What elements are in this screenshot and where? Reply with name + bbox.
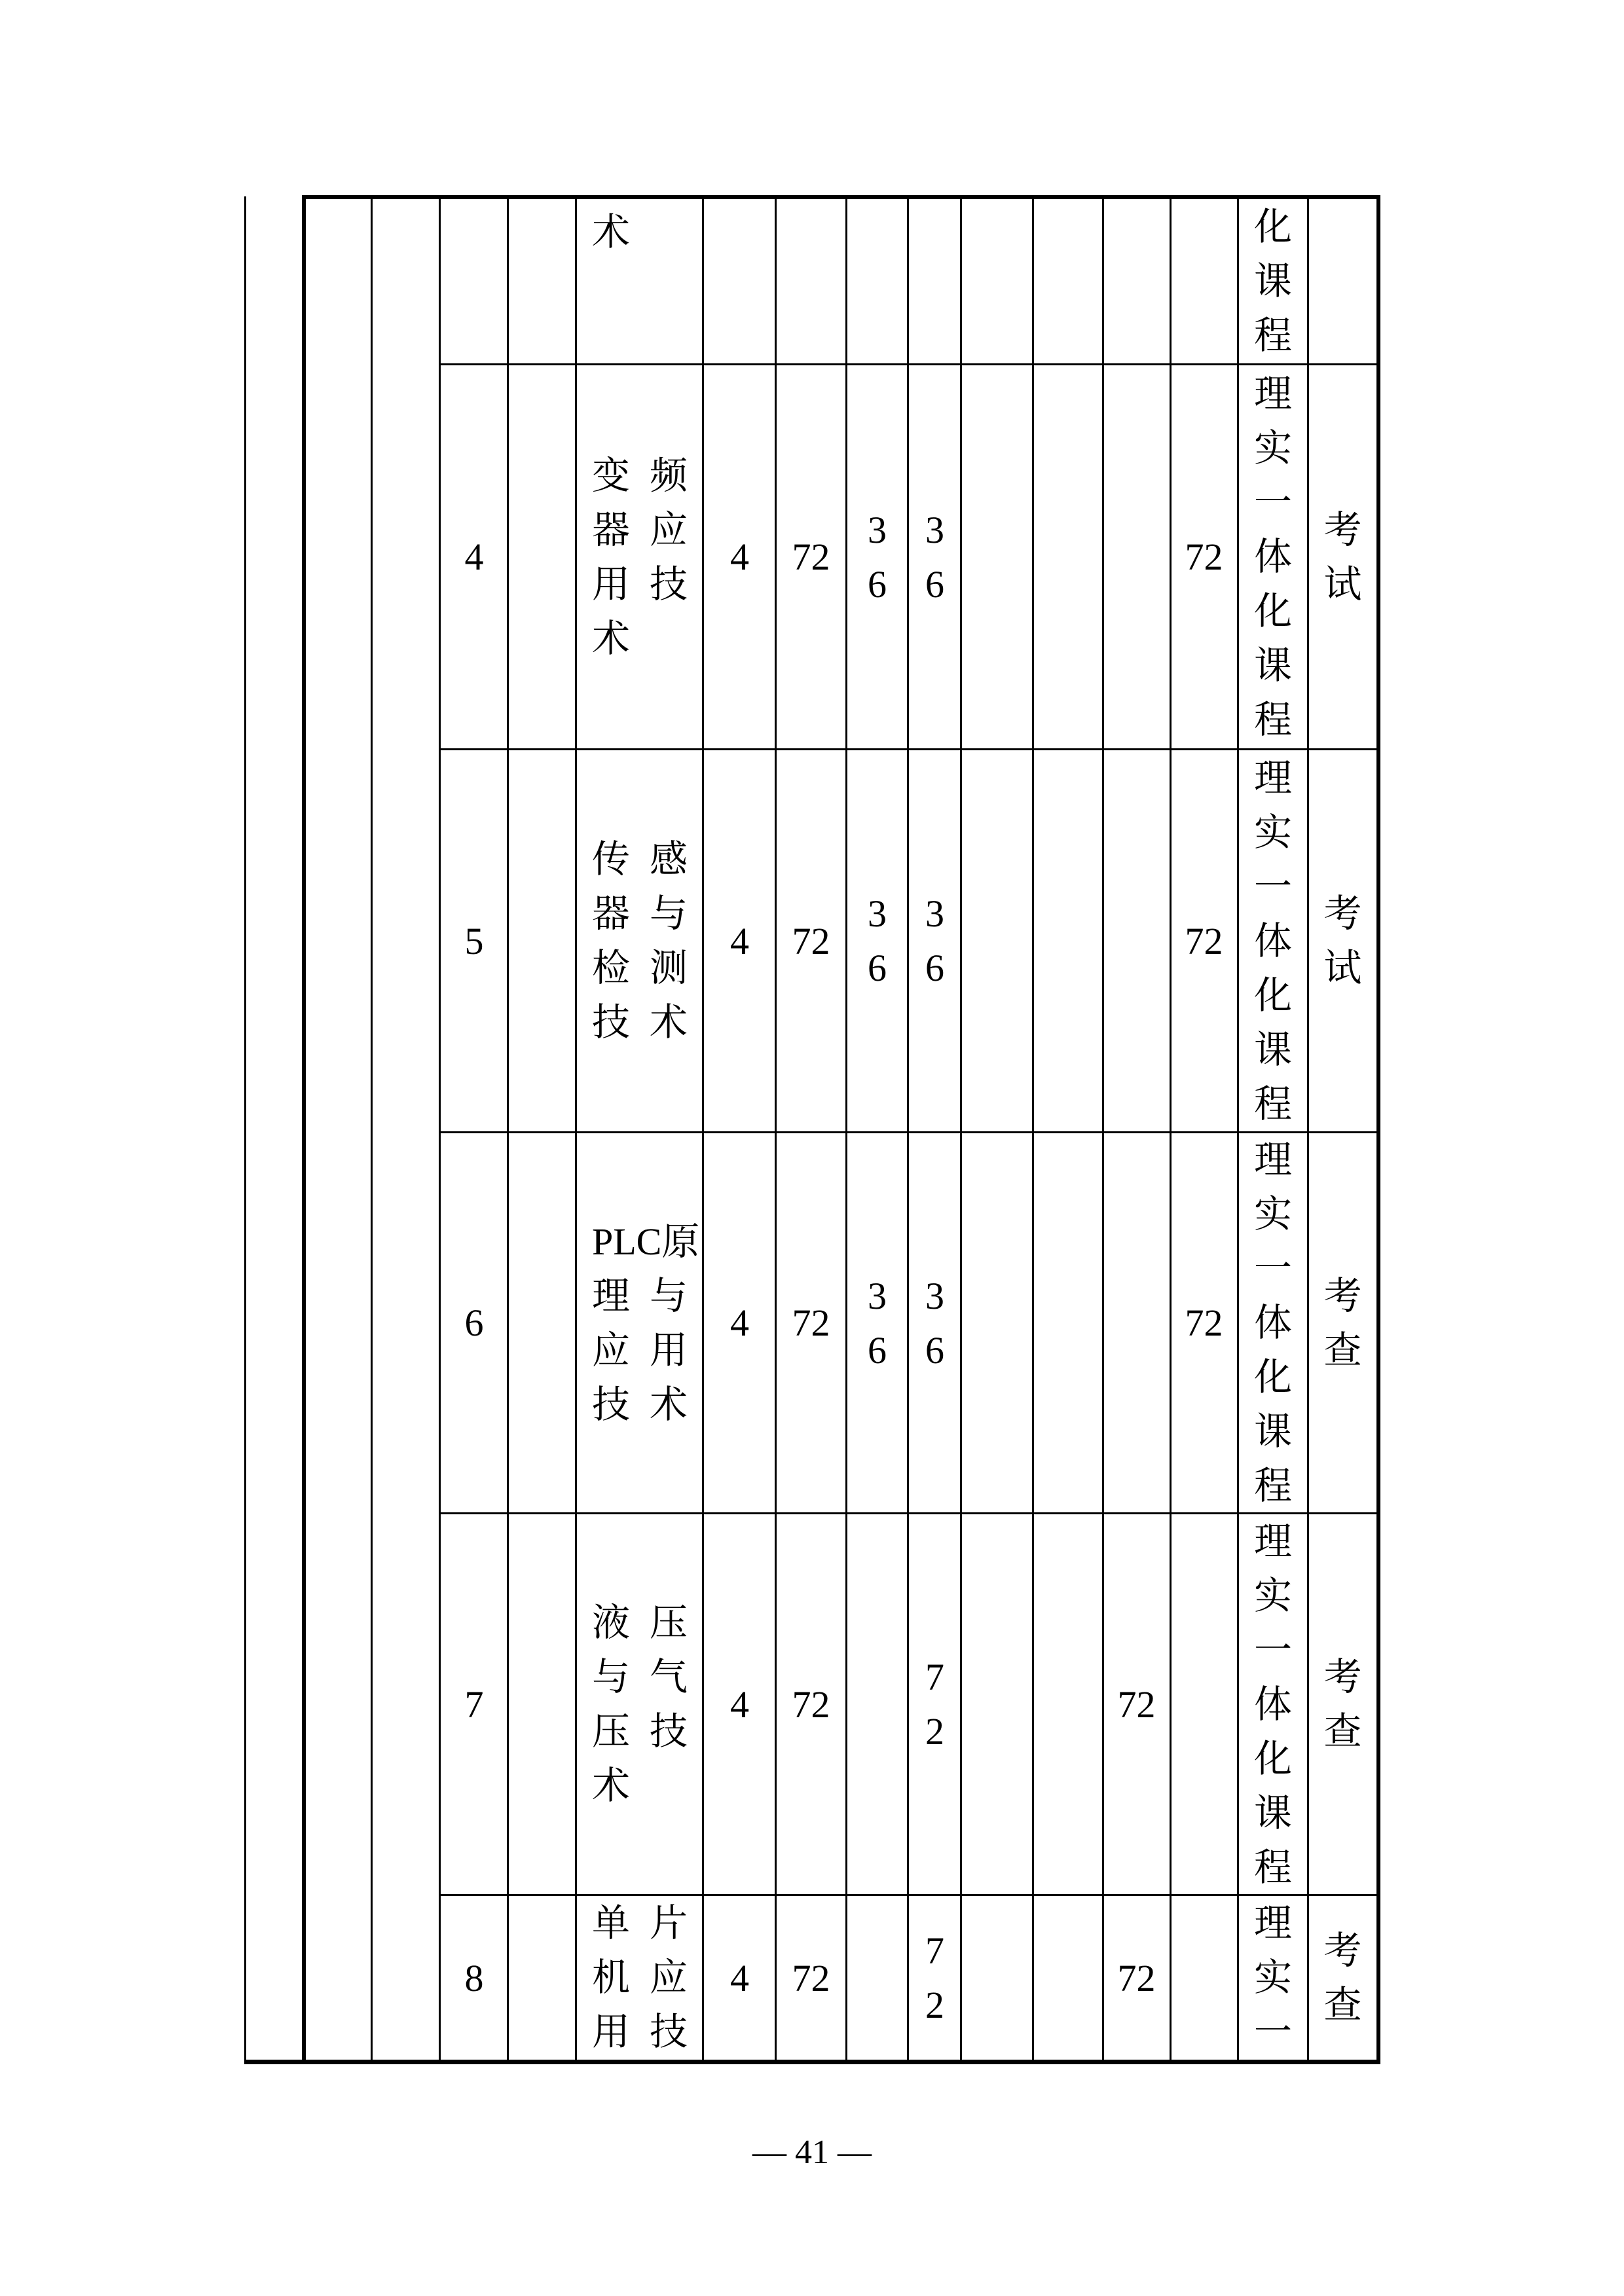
- assessment-char: 试: [1323, 562, 1362, 606]
- course-type-cell: [1239, 1514, 1307, 1894]
- course-name-line: [592, 611, 688, 666]
- hours-col10-cell: [909, 1133, 961, 1512]
- credits-cell: [705, 1133, 775, 1512]
- course-name-cell-continued: [577, 198, 703, 363]
- table-border-bottom: [244, 2060, 1380, 2064]
- hours-wrapped: [925, 1650, 944, 1758]
- course-type-cell: [1239, 750, 1307, 1131]
- hours-digit: 3: [868, 508, 887, 551]
- assessment-char: 考: [1323, 892, 1362, 935]
- course-name-cell: [577, 750, 703, 1131]
- seq-cell: [441, 1896, 507, 2060]
- hours-wrapped: [868, 503, 887, 611]
- assessment-cell: [1309, 1133, 1376, 1512]
- hours-wrapped: [868, 886, 887, 995]
- hours-digit: 6: [868, 947, 887, 989]
- table-border-vertical: [371, 196, 373, 2064]
- course-name-seg: 与: [649, 1274, 688, 1317]
- course-type-char: 程: [1253, 314, 1292, 357]
- assessment-char: 考: [1323, 1274, 1362, 1317]
- credits-cell: [705, 365, 775, 748]
- course-name-seg: 机: [592, 1956, 631, 1999]
- course-type-char: 体: [1253, 1302, 1292, 1344]
- course-name-seg: 变: [592, 454, 631, 497]
- assessment-char: 考: [1323, 1656, 1362, 1698]
- course-name-line: [592, 1704, 688, 1758]
- hours-digit: 3: [925, 1274, 944, 1317]
- assessment-cell: [1309, 750, 1376, 1131]
- course-name-line: [592, 1323, 688, 1377]
- course-name-seg: 技: [649, 2011, 688, 2053]
- term-hours-value: 72: [1185, 1302, 1223, 1344]
- course-name-seg: 应: [649, 1956, 688, 1999]
- assessment: [1323, 503, 1361, 611]
- total-hours-cell: [777, 750, 845, 1131]
- assessment: [1323, 1650, 1361, 1758]
- credits-value: 4: [730, 1302, 749, 1344]
- course-type-char: 体: [1253, 919, 1292, 962]
- total-hours-value: 72: [792, 1956, 830, 1999]
- hours-col10-cell: [909, 1896, 961, 2060]
- total-hours-value: 72: [792, 1683, 830, 1726]
- assessment: [1323, 1269, 1361, 1377]
- assessment-char: 试: [1323, 947, 1362, 989]
- total-hours-value: 72: [792, 919, 830, 962]
- course-name-cell: [577, 1896, 703, 2060]
- course-type: [1254, 751, 1292, 1131]
- course-type-char: 理: [1253, 1139, 1292, 1181]
- credits-value: 4: [730, 1683, 749, 1726]
- course-name-seg: 应: [649, 508, 688, 551]
- course-type-char: 一: [1253, 481, 1292, 524]
- course-name: [592, 448, 688, 666]
- course-type-char: 课: [1253, 644, 1292, 687]
- total-hours-cell: [777, 365, 845, 748]
- course-type-cell: [1239, 1133, 1307, 1512]
- course-name-seg: 术: [649, 1383, 688, 1426]
- course-name-seg: 压: [592, 1710, 631, 1753]
- course-type-tail: [1254, 200, 1292, 363]
- course-name-line: [592, 557, 688, 611]
- course-type-char: 一: [1253, 1628, 1292, 1671]
- course-name-line: [592, 832, 688, 886]
- course-type-char: 理: [1253, 1520, 1292, 1563]
- course-name-seg: 与: [649, 892, 688, 935]
- course-type-char: 一: [1253, 1247, 1292, 1290]
- course-name-line: [592, 1214, 700, 1269]
- course-type-char: 体: [1253, 536, 1292, 578]
- course-type-char: 理: [1253, 373, 1292, 415]
- hours-digit: 2: [925, 1710, 944, 1753]
- course-name-seg: 单: [592, 1902, 631, 1944]
- course-type: [1254, 1896, 1292, 2059]
- seq-number: 4: [464, 536, 484, 578]
- assessment: [1323, 1923, 1361, 2032]
- course-type-char: 体: [1253, 1683, 1292, 1726]
- hours-digit: 3: [868, 1274, 887, 1317]
- hours-digit: 6: [925, 947, 944, 989]
- course-name-seg: 压: [649, 1601, 688, 1644]
- total-hours-cell: [777, 1514, 845, 1894]
- course-name-seg: 感: [649, 838, 688, 881]
- course-name-line: [592, 2005, 688, 2059]
- course-name-line: [592, 1377, 688, 1432]
- course-name-seg: 术: [592, 1764, 631, 1807]
- course-name-seg: 与: [592, 1656, 631, 1698]
- page-number: — 41 —: [752, 2134, 872, 2171]
- assessment-char: 查: [1323, 1984, 1362, 2026]
- seq-number: 5: [464, 919, 484, 962]
- course-name-line: [592, 448, 688, 503]
- hours-col13-cell: [1104, 1896, 1169, 2060]
- course-name-line: [592, 995, 688, 1049]
- credits-cell: [705, 1514, 775, 1894]
- course-name-cell: [577, 1133, 703, 1512]
- hours-wrapped: [925, 886, 944, 995]
- course-name-seg: 器: [592, 892, 631, 935]
- course-name-line: [592, 503, 688, 557]
- term-hours-value: 72: [1185, 919, 1223, 962]
- course-name-seg: 术: [592, 617, 631, 660]
- course-type-char: 理: [1253, 756, 1292, 799]
- course-name-seg: 技: [592, 1383, 631, 1426]
- assessment-char: 查: [1323, 1328, 1362, 1372]
- course-name-line: [592, 1650, 688, 1704]
- table-border-vertical: [1032, 196, 1034, 2064]
- course-name-seg: 技: [649, 1710, 688, 1753]
- course-type-cell: [1239, 365, 1307, 748]
- course-type-char: 课: [1253, 1791, 1292, 1834]
- course-type-char: 程: [1253, 1846, 1292, 1889]
- assessment: [1323, 886, 1361, 995]
- hours-col14-cell: [1171, 1133, 1237, 1512]
- course-name-line: [592, 1896, 688, 1950]
- course-type-char: 化: [1253, 1356, 1292, 1398]
- course-name-tail: 术: [592, 211, 631, 253]
- credits-value: 4: [730, 1956, 749, 1999]
- assessment-char: 查: [1323, 1710, 1362, 1753]
- course-type-char: 课: [1253, 260, 1292, 302]
- table-border-top: [302, 195, 1380, 199]
- course-name-cell: [577, 1514, 703, 1894]
- hours-col9-cell: [847, 1133, 907, 1512]
- seq-cell: [441, 365, 507, 748]
- term-hours-value: 72: [1117, 1683, 1156, 1726]
- assessment-cell: [1309, 1896, 1376, 2060]
- credits-cell: [705, 1896, 775, 2060]
- term-hours-value: 72: [1185, 536, 1223, 578]
- course-name-seg: 传: [592, 838, 631, 881]
- hours-digit: 3: [925, 508, 944, 551]
- course-name-seg: 液: [592, 1601, 631, 1644]
- term-hours-value: 72: [1117, 1956, 1156, 1999]
- course-name-seg: 检: [592, 947, 631, 989]
- hours-wrapped: [925, 1923, 944, 2032]
- hours-digit: 3: [868, 892, 887, 935]
- hours-digit: 7: [925, 1656, 944, 1698]
- course-name-seg: 原: [661, 1220, 700, 1263]
- course-name-seg: 器: [592, 508, 631, 551]
- table-border-right: [1376, 196, 1380, 2064]
- course-name-seg: 技: [649, 562, 688, 606]
- course-name-seg: 术: [649, 1001, 688, 1044]
- course-type-char: 程: [1253, 1465, 1292, 1507]
- total-hours-value: 72: [792, 536, 830, 578]
- course-type-cell-continued: [1239, 198, 1307, 363]
- hours-digit: 2: [925, 1984, 944, 2026]
- hours-wrapped: [925, 1269, 944, 1377]
- assessment-cell: [1309, 1514, 1376, 1894]
- table-border-left: [244, 196, 246, 2064]
- course-name-seg: 气: [649, 1656, 688, 1698]
- course-name-seg: 用: [592, 2011, 631, 2053]
- hours-col10-cell: [909, 1514, 961, 1894]
- hours-col14-cell: [1171, 365, 1237, 748]
- hours-digit: 3: [925, 892, 944, 935]
- seq-cell: [441, 1514, 507, 1894]
- course-name-seg: 频: [649, 454, 688, 497]
- course-type-char: 课: [1253, 1410, 1292, 1453]
- course-name-seg: 用: [649, 1328, 688, 1372]
- hours-digit: 6: [868, 562, 887, 606]
- course-type-char: 程: [1253, 1082, 1292, 1125]
- hours-col9-cell: [847, 365, 907, 748]
- course-name-seg: 应: [592, 1328, 631, 1372]
- course-type-char: 化: [1253, 974, 1292, 1017]
- course-type: [1254, 1514, 1292, 1894]
- hours-digit: 6: [925, 1328, 944, 1372]
- hours-wrapped: [925, 503, 944, 611]
- course-name-seg: 技: [592, 1001, 631, 1044]
- course-name-seg: 片: [649, 1902, 688, 1944]
- seq-number: 7: [464, 1683, 484, 1726]
- course-name-seg: PLC: [592, 1220, 662, 1263]
- course-type-char: 一: [1253, 865, 1292, 908]
- course-type-char: 实: [1253, 811, 1292, 854]
- course-type-char: 实: [1253, 1193, 1292, 1235]
- course-name-seg: 测: [649, 947, 688, 989]
- credits-cell: [705, 750, 775, 1131]
- course-type-cell: [1239, 1896, 1307, 2060]
- course-name: [592, 1896, 688, 2059]
- course-name-line: [592, 1758, 688, 1813]
- assessment-cell: [1309, 365, 1376, 748]
- table-border-vertical-thick: [302, 196, 306, 2064]
- hours-wrapped: [868, 1269, 887, 1377]
- course-name-seg: 用: [592, 562, 631, 606]
- course-name: [592, 832, 688, 1049]
- seq-number: 8: [464, 1956, 484, 1999]
- course-name-seg: 理: [592, 1274, 631, 1317]
- course-name-line: [592, 1950, 688, 2005]
- total-hours-value: 72: [792, 1302, 830, 1344]
- hours-digit: 6: [925, 562, 944, 606]
- credits-value: 4: [730, 536, 749, 578]
- hours-digit: 6: [868, 1328, 887, 1372]
- course-type-char: 实: [1253, 1956, 1292, 1999]
- total-hours-cell: [777, 1896, 845, 2060]
- course-name-line: [592, 1269, 688, 1323]
- hours-col10-cell: [909, 750, 961, 1131]
- course-type-char: 实: [1253, 427, 1292, 469]
- course-type-char: 实: [1253, 1574, 1292, 1617]
- hours-col13-cell: [1104, 1514, 1169, 1894]
- course-name-line: [592, 1595, 688, 1650]
- course-type-char: 化: [1253, 1737, 1292, 1780]
- course-name: [592, 1595, 688, 1813]
- hours-col9-cell: [847, 750, 907, 1131]
- course-name: [592, 1214, 700, 1432]
- assessment-char: 考: [1323, 508, 1362, 551]
- seq-cell: [441, 750, 507, 1131]
- course-type-char: 课: [1253, 1028, 1292, 1071]
- hours-col14-cell: [1171, 750, 1237, 1131]
- hours-col10-cell: [909, 365, 961, 748]
- course-name-line: [592, 886, 688, 941]
- course-type: [1254, 367, 1292, 747]
- course-type-char: 化: [1253, 206, 1292, 248]
- seq-number: 6: [464, 1302, 484, 1344]
- course-name-line: [592, 941, 688, 995]
- hours-digit: 7: [925, 1929, 944, 1972]
- total-hours-cell: [777, 1133, 845, 1512]
- credits-value: 4: [730, 919, 749, 962]
- course-type-char: 理: [1253, 1902, 1292, 1944]
- course-type-char: 一: [1253, 2011, 1292, 2053]
- seq-cell: [441, 1133, 507, 1512]
- course-name-cell: [577, 365, 703, 748]
- course-type-char: 化: [1253, 590, 1292, 632]
- assessment-char: 考: [1323, 1929, 1362, 1972]
- course-type-char: 程: [1253, 699, 1292, 741]
- course-type: [1254, 1133, 1292, 1512]
